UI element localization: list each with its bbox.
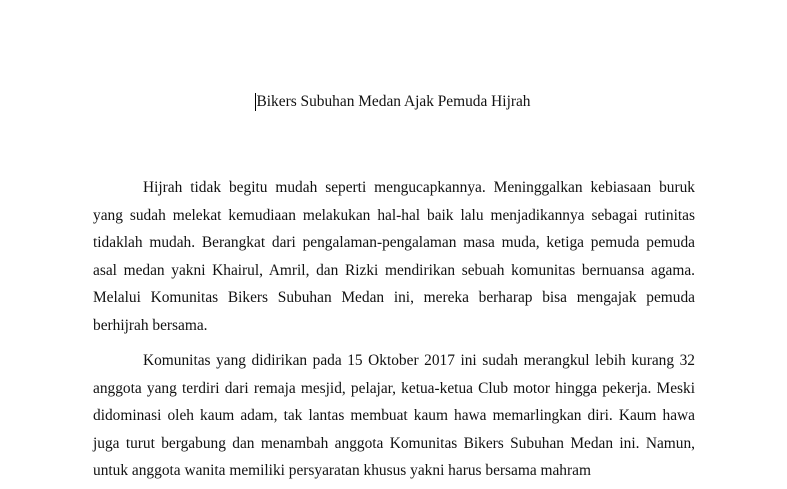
document-body[interactable] [93,174,695,489]
title-container [0,92,787,112]
text-cursor [255,93,256,111]
paragraph-2[interactable]: Komunitas yang didirikan pada 15 Oktober 2017 ini sudah merangkul lebih kurang 32 anggota yang terdiri dari remaja mesjid, pelajar, ketua-ketua Club motor hingga pekerja. Meski didominasi oleh kaum adam, tak lantas membuat kaum hawa memarlingkan diri. Kaum hawa juga turut bergabung dan menambah anggota Komunitas Bikers Subuhan Medan ini. Namun, untuk anggota wanita memiliki persyaratan khusus yakni harus bersama mahram [93,352,695,479]
document-title-text: Bikers Subuhan Medan Ajak Pemuda Hijrah [256,93,531,110]
document-title[interactable] [257,92,531,112]
paragraph-1[interactable]: Hijrah tidak begitu mudah seperti mengucapkannya. Meninggalkan kebiasaan buruk yang sudah melekat kemudiaan melakukan hal-hal baik lalu menjadikannya sebagai rutinitas tidaklah mudah. Berangkat dari pengalaman-pengalaman masa muda, ketiga pemuda pemuda asal medan yakni Khairul, Amril, dan Rizki mendirikan sebuah komunitas bernuansa agama. Melalui Komunitas Bikers Subuhan Medan ini, mereka berharap bisa mengajak pemuda berhijrah bersama. [93,179,695,334]
